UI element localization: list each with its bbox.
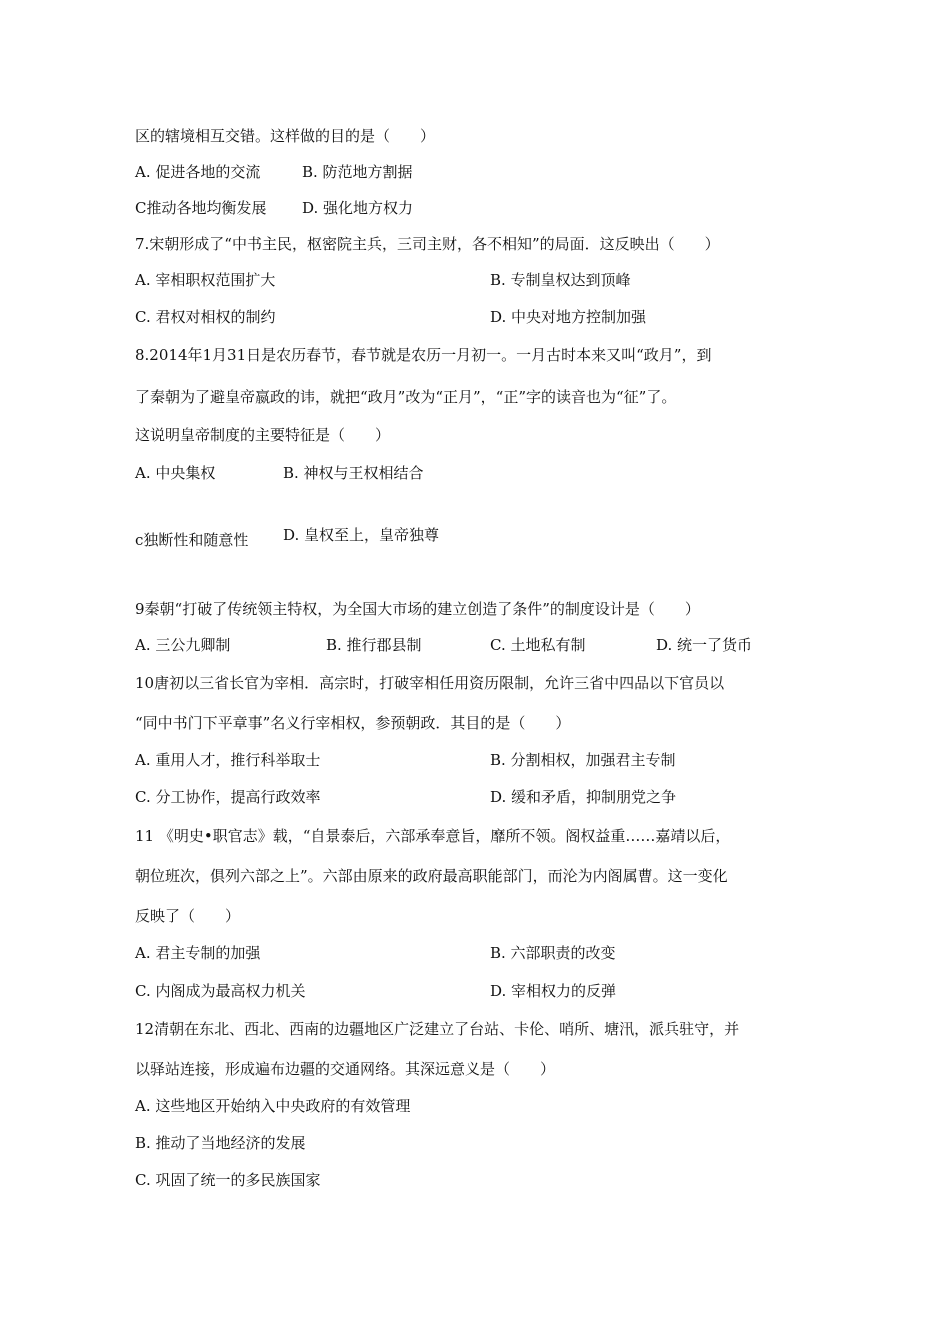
q7-option-a: A. 宰相职权范围扩大 [135,271,276,289]
q10-stem-line1: 10唐初以三省长官为宰相．高宗时，打破宰相任用资历限制，允许三省中四品以下官员以 [135,674,725,692]
q8-option-b: B. 神权与王权相结合 [283,464,424,482]
q12-stem-line2: 以驿站连接，形成遍布边疆的交通网络。其深远意义是（ ） [135,1060,556,1078]
q6-option-a: A. 促进各地的交流 [135,163,261,181]
q11-stem-line3: 反映了（ ） [135,907,241,925]
q8-option-c: c独断性和随意性 [135,531,249,549]
q8-stem-line1: 8.2014年1月31日是农历春节，春节就是农历一月初一。一月古时本来又叫“政月”，到 [135,346,712,364]
q11-stem-line2: 朝位班次，俱列六部之上”。六部由原来的政府最高职能部门，而沦为内阁属曹。这一变化 [135,867,728,885]
q9-option-b: B. 推行郡县制 [326,636,422,654]
q11-option-c: C. 内阁成为最高权力机关 [135,982,306,1000]
q10-option-a: A. 重用人才，推行科举取士 [135,751,321,769]
q9-option-d: D. 统一了货币 [656,636,753,654]
q10-stem-line2: “同中书门下平章事”名义行宰相权，参预朝政．其目的是（ ） [135,714,571,732]
q8-stem-line3: 这说明皇帝制度的主要特征是（ ） [135,426,391,444]
q11-option-a: A. 君主专制的加强 [135,944,261,962]
q7-option-b: B. 专制皇权达到顶峰 [490,271,631,289]
q10-option-b: B. 分割相权，加强君主专制 [490,751,676,769]
q7-stem: 7.宋朝形成了“中书主民，枢密院主兵，三司主财，各不相知”的局面．这反映出（ ） [135,235,720,253]
q9-option-a: A. 三公九卿制 [135,636,231,654]
q6-option-c: C推动各地均衡发展 [135,199,267,217]
q9-stem: 9秦朝“打破了传统领主特权，为全国大市场的建立创造了条件”的制度设计是（ ） [135,600,700,618]
q12-option-c: C. 巩固了统一的多民族国家 [135,1171,321,1189]
q11-option-b: B. 六部职责的改变 [490,944,616,962]
q12-option-a: A. 这些地区开始纳入中央政府的有效管理 [135,1097,411,1115]
q11-stem-line1: 11 《明史•职官志》载，“自景泰后，六部承奉意旨，靡所不领。阁权益重……嘉靖以后， [135,827,731,845]
q8-stem-line2: 了秦朝为了避皇帝嬴政的讳，就把“政月”改为“正月”，“正”字的读音也为“征”了。 [135,388,677,406]
q6-option-b: B. 防范地方割据 [302,163,413,181]
q12-option-b: B. 推动了当地经济的发展 [135,1134,306,1152]
q7-option-d: D. 中央对地方控制加强 [490,308,647,326]
q11-option-d: D. 宰相权力的反弹 [490,982,617,1000]
q8-option-a: A. 中央集权 [135,464,216,482]
q10-option-d: D. 缓和矛盾，抑制朋党之争 [490,788,677,806]
q8-option-d: D. 皇权至上，皇帝独尊 [283,526,440,544]
q12-stem-line1: 12清朝在东北、西北、西南的边疆地区广泛建立了台站、卡伦、哨所、塘汛，派兵驻守，并 [135,1020,740,1038]
q7-option-c: C. 君权对相权的制约 [135,308,276,326]
q9-option-c: C. 土地私有制 [490,636,586,654]
q6-option-d: D. 强化地方权力 [302,199,414,217]
q6-stem: 区的辖境相互交错。这样做的目的是（ ） [135,127,436,145]
q10-option-c: C. 分工协作，提高行政效率 [135,788,321,806]
